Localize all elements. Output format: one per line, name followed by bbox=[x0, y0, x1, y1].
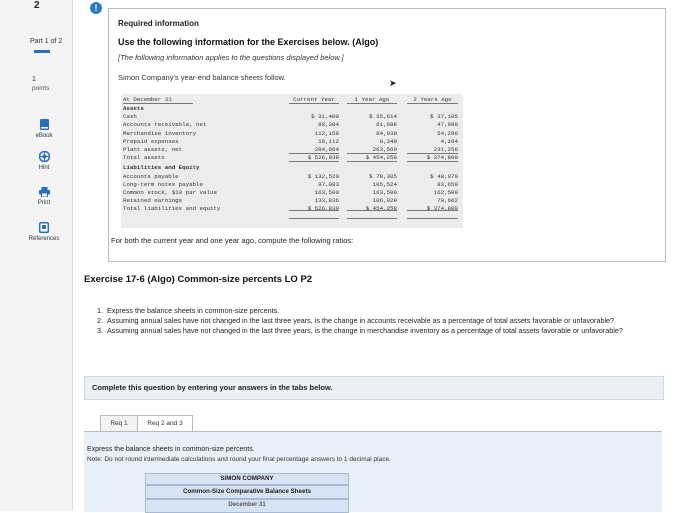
compute-instruction: For both the current year and one year ago, compute the following ratios: bbox=[111, 236, 354, 245]
cell-value: 88,304 bbox=[318, 121, 339, 129]
cell-value: 54,286 bbox=[437, 129, 458, 137]
cell-value: 284,964 bbox=[314, 146, 339, 153]
question-number: 3. bbox=[97, 326, 103, 335]
question-list bbox=[97, 306, 657, 336]
cell-value: 9,349 bbox=[379, 137, 397, 145]
cell-value: 231,256 bbox=[433, 146, 458, 153]
cell-value: 10,112 bbox=[318, 137, 339, 145]
row-label: Accounts receivable, net bbox=[123, 121, 207, 129]
hint-button[interactable] bbox=[22, 151, 66, 171]
exercise-title: Exercise 17-6 (Algo) Common-size percents LO P2 bbox=[84, 274, 313, 285]
question-number: 1. bbox=[97, 306, 103, 315]
header-underline bbox=[407, 103, 458, 104]
header-at-december: At December 31 bbox=[123, 96, 172, 103]
row-label: Liabilities and Equity bbox=[123, 164, 200, 172]
required-heading: Use the following information for the Exercises below. (Algo) bbox=[118, 37, 379, 47]
row-label: Accounts payable bbox=[123, 172, 179, 180]
points-value: 1 bbox=[32, 76, 36, 83]
row-label: Long-term notes payable bbox=[123, 180, 204, 188]
table-row bbox=[121, 138, 463, 146]
mouse-cursor-icon: ➤ bbox=[389, 78, 397, 88]
date-header: December 31 bbox=[145, 499, 349, 513]
question-text: Assuming annual sales have not changed in the last three years, is the change in accounts receivable as a percentage of total assets favorable or unfavorable? bbox=[107, 316, 615, 325]
references-button[interactable] bbox=[22, 222, 66, 242]
print-label: Print bbox=[37, 200, 51, 206]
question-text: Assuming annual sales have not changed in the last three years, is the change in merchandise inventory as a percentage of total assets favorable or unfavorable? bbox=[107, 326, 623, 335]
total-line bbox=[289, 210, 339, 211]
cell-value: $ 48,979 bbox=[430, 172, 458, 180]
question-item bbox=[97, 316, 657, 325]
cell-value: $ 78,305 bbox=[369, 172, 397, 180]
required-title: Required information bbox=[118, 19, 199, 28]
row-label: Assets bbox=[123, 105, 144, 112]
header-current-year: Current Year bbox=[293, 96, 335, 103]
table-row bbox=[121, 164, 463, 172]
cell-value: 163,500 bbox=[372, 189, 397, 196]
cell-value: 79,662 bbox=[437, 197, 458, 205]
cell-value: $ 526,939 bbox=[307, 205, 339, 213]
total-line bbox=[347, 153, 397, 154]
total-line bbox=[407, 153, 458, 154]
references-icon bbox=[39, 222, 49, 233]
header-2-years-ago: 2 Years Ago bbox=[413, 96, 452, 103]
table-row bbox=[121, 121, 463, 129]
print-icon bbox=[39, 187, 50, 197]
row-label: Merchandise inventory bbox=[123, 129, 197, 137]
row-label: Plant assets, net bbox=[123, 146, 183, 153]
cell-value: 106,929 bbox=[372, 197, 397, 205]
cell-value: $ 31,400 bbox=[311, 113, 339, 121]
complete-instruction: Complete this question by entering your answers in the tabs below. bbox=[92, 383, 333, 392]
cell-value: 162,500 bbox=[433, 189, 458, 196]
total-line bbox=[407, 210, 458, 211]
question-item bbox=[97, 306, 657, 315]
top-corner-number: 2 bbox=[34, 0, 40, 11]
print-button[interactable] bbox=[22, 187, 66, 206]
ebook-button[interactable] bbox=[22, 119, 66, 139]
table-row bbox=[121, 173, 463, 181]
question-item bbox=[97, 326, 657, 335]
cell-value: 133,836 bbox=[314, 197, 339, 205]
ebook-label: eBook bbox=[35, 133, 53, 139]
sidebar bbox=[0, 0, 73, 511]
required-intro: Simon Company's year-end balance sheets follow. bbox=[118, 73, 286, 82]
table-row bbox=[121, 130, 463, 138]
cell-value: $ 132,520 bbox=[307, 172, 339, 180]
cell-value: 61,688 bbox=[376, 121, 397, 129]
table-row bbox=[121, 197, 463, 205]
company-name-header: SIMON COMPANY bbox=[145, 473, 349, 485]
cell-value: 263,569 bbox=[372, 146, 397, 153]
required-note: [The following information applies to the questions displayed below.] bbox=[118, 53, 344, 62]
cell-value: $ 526,939 bbox=[307, 154, 339, 162]
cell-value: $ 454,258 bbox=[365, 205, 397, 213]
total-line bbox=[289, 153, 339, 154]
row-label: Retained earnings bbox=[123, 197, 183, 205]
question-number: 2. bbox=[97, 316, 103, 325]
points-label: points bbox=[32, 85, 50, 92]
table-row bbox=[121, 105, 463, 113]
cell-value: 163,500 bbox=[314, 189, 339, 196]
double-underline bbox=[347, 218, 397, 219]
part-progress-bar bbox=[34, 50, 50, 53]
cell-value: 84,038 bbox=[376, 129, 397, 137]
header-underline bbox=[347, 103, 397, 104]
balance-sheet-table bbox=[121, 94, 463, 228]
table-row bbox=[121, 181, 463, 189]
row-label: Total liabilities and equity bbox=[123, 205, 221, 213]
cell-value: 105,524 bbox=[372, 180, 397, 188]
table-row bbox=[121, 189, 463, 197]
row-label: Prepaid expenses bbox=[123, 137, 179, 145]
header-underline bbox=[289, 103, 339, 104]
part-label: Part 1 of 2 bbox=[30, 38, 63, 45]
row-label: Total assets bbox=[123, 154, 165, 162]
alert-icon: ! bbox=[90, 2, 102, 14]
cell-value: $ 374,800 bbox=[426, 205, 458, 213]
double-underline bbox=[407, 161, 458, 162]
total-line bbox=[347, 210, 397, 211]
header-1-year-ago: 1 Year Ago bbox=[354, 96, 390, 103]
row-label: Cash bbox=[123, 113, 137, 121]
cell-value: $ 35,614 bbox=[369, 113, 397, 121]
cell-value: $ 374,800 bbox=[426, 154, 458, 162]
references-label: References bbox=[28, 236, 60, 242]
tab-req-2-and-3[interactable]: Req 2 and 3 bbox=[137, 415, 193, 433]
cell-value: 112,159 bbox=[314, 129, 339, 137]
tab-req-1[interactable]: Req 1 bbox=[100, 415, 138, 433]
cell-value: 47,989 bbox=[437, 121, 458, 129]
table-row bbox=[121, 113, 463, 121]
double-underline bbox=[289, 218, 339, 219]
question-text: Express the balance sheets in common-size percents. bbox=[107, 306, 280, 315]
row-label: Common stock, $10 par value bbox=[123, 189, 217, 196]
book-icon bbox=[40, 119, 49, 130]
panel-note: Note: Do not round intermediate calculations and round your final percentage answers to 1 decimal place. bbox=[87, 456, 391, 463]
panel-instruction: Express the balance sheets in common-size percents. bbox=[87, 446, 255, 453]
double-underline bbox=[407, 218, 458, 219]
cell-value: 4,164 bbox=[440, 137, 458, 145]
cell-value: $ 37,105 bbox=[430, 113, 458, 121]
cell-value: 83,659 bbox=[437, 180, 458, 188]
double-underline bbox=[289, 161, 339, 162]
double-underline bbox=[347, 161, 397, 162]
cell-value: 97,083 bbox=[318, 180, 339, 188]
sheet-title-header: Common-Size Comparative Balance Sheets bbox=[145, 485, 349, 499]
cell-value: $ 454,258 bbox=[365, 154, 397, 162]
hint-label: Hint bbox=[38, 165, 50, 171]
header-underline bbox=[123, 103, 193, 104]
hint-icon bbox=[39, 151, 50, 162]
